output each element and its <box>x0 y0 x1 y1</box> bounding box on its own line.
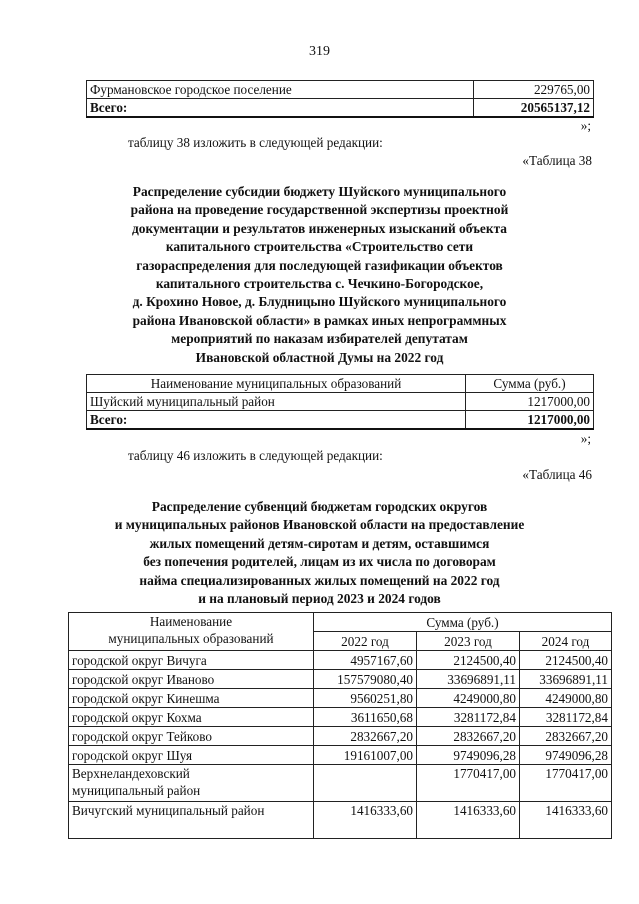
table-cell-2022: 3611650,68 <box>314 708 417 727</box>
table-cell-name: Фурмановское городское поселение <box>87 81 474 99</box>
table-row-total <box>87 99 594 118</box>
table-cell-2023: 3281172,84 <box>417 708 520 727</box>
instruction-paragraph: таблицу 46 изложить в следующей редакции: <box>128 448 383 463</box>
table-cell-2023: 9749096,28 <box>417 746 520 765</box>
heading-line: района Ивановской области» в рамках иных непрограммных <box>132 312 507 328</box>
heading-line: газораспределения для последующей газификации объектов <box>136 257 503 273</box>
heading-line: и на плановый период 2023 и 2024 годов <box>198 591 441 607</box>
table-cell-name: Всего: <box>87 411 466 430</box>
table-cell-name-line: муниципальный район <box>72 783 201 798</box>
header-cell-year: 2022 год <box>314 632 417 651</box>
table-cell-sum: 1217000,00 <box>466 411 594 430</box>
table-cell-2024: 4249000,80 <box>520 689 612 708</box>
table-heading <box>0 498 639 608</box>
table-cell-name: Всего: <box>87 99 474 118</box>
header-cell-name <box>69 613 314 651</box>
table-cell-2024: 3281172,84 <box>520 708 612 727</box>
close-quote: »; <box>580 118 591 133</box>
heading-line: д. Крохино Новое, д. Блудницыно Шуйского муниципального <box>132 294 507 310</box>
table-cell-2024: 1770417,00 <box>520 765 612 802</box>
heading-line: Распределение субсидии бюджету Шуйского муниципального <box>132 184 507 199</box>
table-46 <box>68 612 612 839</box>
table-label: «Таблица 38 <box>522 153 592 168</box>
table-prev <box>86 80 594 118</box>
table-cell-name-line: Верхнеландеховский <box>72 766 190 781</box>
header-cell-year: 2023 год <box>417 632 520 651</box>
table-row <box>69 765 612 802</box>
heading-line: Распределение субвенций бюджетам городских округов <box>151 499 488 514</box>
table-row <box>69 802 612 839</box>
table-cell-2024: 33696891,11 <box>520 670 612 689</box>
table-cell-2023: 1416333,60 <box>417 802 520 839</box>
table-cell-name: городской округ Шуя <box>69 746 314 765</box>
table-cell-2023: 4249000,80 <box>417 689 520 708</box>
header-cell-sum: Сумма (руб.) <box>314 613 612 632</box>
instruction-paragraph: таблицу 38 изложить в следующей редакции: <box>128 135 383 150</box>
table-row <box>69 689 612 708</box>
table-cell-name: городской округ Кохма <box>69 708 314 727</box>
table-cell-name: городской округ Кинешма <box>69 689 314 708</box>
table-row <box>69 746 612 765</box>
table-cell-name <box>69 765 314 802</box>
table-cell-2022: 2832667,20 <box>314 727 417 746</box>
heading-line: найма специализированных жилых помещений на 2022 год <box>139 572 500 588</box>
heading-line: района на проведение государственной экспертизы проектной <box>130 202 509 218</box>
table-cell-2024: 2124500,40 <box>520 651 612 670</box>
table-cell-2022: 4957167,60 <box>314 651 417 670</box>
header-cell-name: Наименование муниципальных образований <box>87 375 466 393</box>
table-label: «Таблица 46 <box>522 467 592 482</box>
table-cell-sum: 229765,00 <box>474 81 594 99</box>
table-cell-name: городской округ Тейково <box>69 727 314 746</box>
heading-line: мероприятий по наказам избирателей депутатам <box>171 331 468 347</box>
table-header-row <box>69 613 612 632</box>
table-cell-2022 <box>314 765 417 802</box>
heading-line: документации и результатов инженерных изысканий объекта <box>131 220 508 236</box>
heading-line: Ивановской областной Думы на 2022 год <box>195 349 444 365</box>
heading-line: жилых помещений детям-сиротам и детям, оставшимся <box>149 535 490 551</box>
page-number: 319 <box>309 44 330 59</box>
table-cell-2024: 1416333,60 <box>520 802 612 839</box>
table-cell-2023: 33696891,11 <box>417 670 520 689</box>
table-row <box>69 708 612 727</box>
table-cell-sum: 1217000,00 <box>466 393 594 411</box>
table-cell-2023: 2832667,20 <box>417 727 520 746</box>
table-cell-name: Шуйский муниципальный район <box>87 393 466 411</box>
table-cell-2024: 9749096,28 <box>520 746 612 765</box>
table-cell-2023: 2124500,40 <box>417 651 520 670</box>
table-cell-2022: 19161007,00 <box>314 746 417 765</box>
table-cell-2022: 9560251,80 <box>314 689 417 708</box>
heading-line: без попечения родителей, лицам из их числа по договорам <box>143 554 496 570</box>
header-cell-year: 2024 год <box>520 632 612 651</box>
heading-line: и муниципальных районов Ивановской области на предоставление <box>114 517 525 533</box>
table-row <box>69 727 612 746</box>
table-header-row <box>87 375 594 393</box>
table-row <box>87 81 594 99</box>
table-row <box>87 393 594 411</box>
header-name-line: Наименование <box>149 614 233 629</box>
table-cell-name: городской округ Иваново <box>69 670 314 689</box>
table-row <box>69 651 612 670</box>
header-name-line: муниципальных образований <box>108 631 274 646</box>
heading-line: капитального строительства «Строительство сети <box>165 239 474 255</box>
table-cell-sum: 20565137,12 <box>474 99 594 118</box>
table-cell-2023: 1770417,00 <box>417 765 520 802</box>
table-cell-name: городской округ Вичуга <box>69 651 314 670</box>
table-heading <box>0 183 639 367</box>
close-quote: »; <box>580 431 591 446</box>
table-cell-2022: 1416333,60 <box>314 802 417 839</box>
table-cell-name: Вичугский муниципальный район <box>69 802 314 839</box>
table-row-total <box>87 411 594 430</box>
header-cell-sum: Сумма (руб.) <box>466 375 594 393</box>
table-cell-2024: 2832667,20 <box>520 727 612 746</box>
table-cell-2022: 157579080,40 <box>314 670 417 689</box>
table-row <box>69 670 612 689</box>
table-38 <box>86 374 594 430</box>
heading-line: капитального строительства с. Чечкино-Богородское, <box>155 276 484 292</box>
